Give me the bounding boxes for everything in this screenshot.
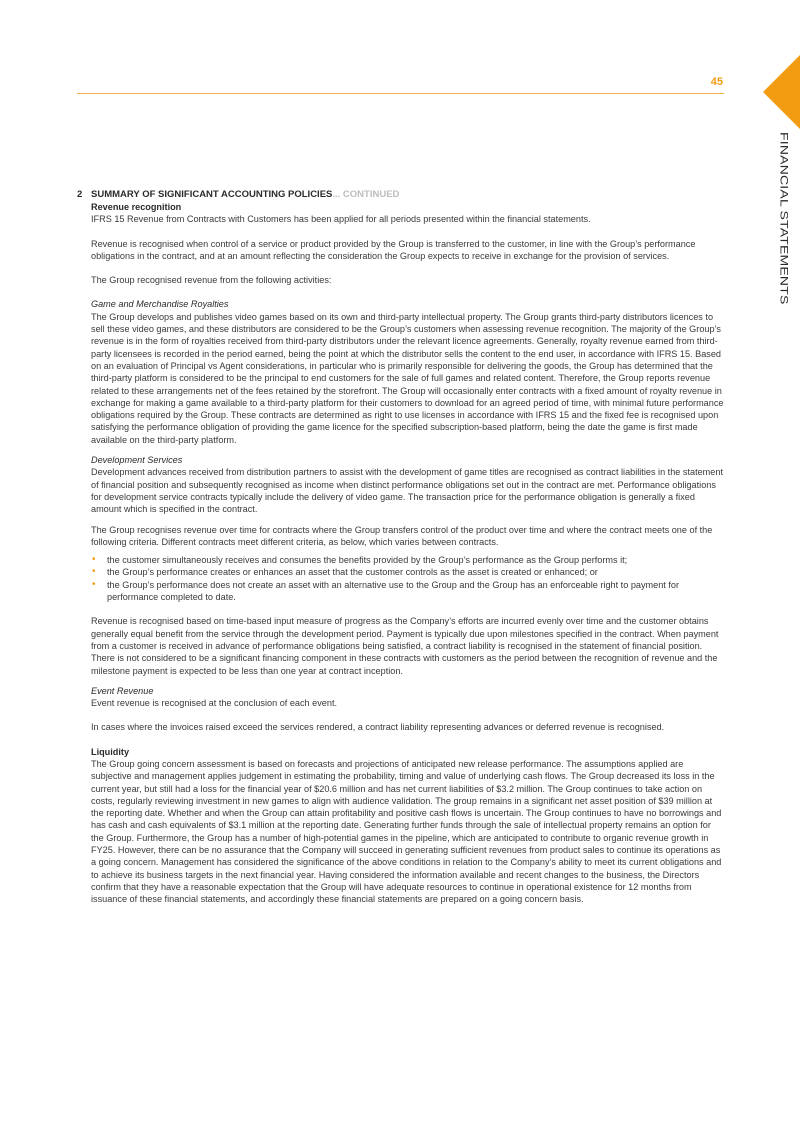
event-revenue-paragraph-1: Event revenue is recognised at the conclusion of each event.	[91, 698, 338, 709]
liquidity-paragraph: The Group going concern assessment is based on forecasts and projections of anticipated new release performance. The assumptions applied are subjective and management applies judgement in estimating the probability, timing and value of underlying cash flows. The Group decreased its loss in the current year, but still had a loss for the financial year of $20.6 million and has net current liabilities of $3.2 million. The Group continues to take action on costs, regularly reviewing investment in new games to align with audience validation. The group remains in a significant net asset position of $39 million at the reporting date. Whether and when the Group can attain profitability and positive cash flows is uncertain. The Group continues to have no borrowings and has cash and cash equivalents of $3.1 million at the reporting date. Generating further funds through the sale of intellectual property remains an option for the Group. Furthermore, the Group has a number of high-potential games in the pipeline, which are anticipated to contribute to organic revenue growth in FY25. However, there can be no assurance that the Company will succeed in generating sufficient revenues from product sales to continue its operations as a going concern. Management has considered the significance of the above conditions in relation to the Company’s ability to meet its current obligations and to achieve its business targets in the next financial year. Having considered the information available and recent changes to the business, the Directors confirm that they have a reasonable expectation that the Group will have adequate resources to continue in operational existence for 12 months from issuance of these financial statements, and accordingly these financial statements are prepared on a going concern basis.	[91, 758, 722, 905]
section-side-label: FINANCIAL STATEMENTS	[778, 132, 791, 305]
development-services-heading: Development Services	[91, 455, 183, 466]
liquidity-heading: Liquidity	[91, 746, 130, 757]
revenue-recognition-paragraph-2: Revenue is recognised when control of a service or product provided by the Group is transferred to the customer, in line with the Group’s performance obligations in the contract, and at an amount reflecting the consideration the Group expects to receive in exchange for the provision of services.	[91, 238, 696, 261]
list-item	[91, 566, 726, 578]
corner-tab-triangle	[763, 55, 800, 129]
list-item	[91, 579, 726, 604]
revenue-recognition-paragraph-3: The Group recognised revenue from the following activities:	[91, 275, 332, 286]
page-number: 45	[710, 76, 723, 88]
header-rule	[77, 93, 724, 94]
development-paragraph-2: The Group recognises revenue over time for contracts where the Group transfers control of the product over time and where the contract meets one of the following criteria. Different contracts meet different criteria, as below, which varies between contracts.	[91, 524, 713, 547]
section-title: SUMMARY OF SIGNIFICANT ACCOUNTING POLICIES	[91, 189, 333, 200]
list-item	[91, 554, 726, 566]
section-continued: ... CONTINUED	[332, 189, 400, 200]
royalties-paragraph: The Group develops and publishes video games based on its own and third-party intellectual property. The Group grants third-party distributors licences to sell these video games, and these distributors are considered to be the Group’s customers when assessing revenue recognition. The majority of the Group’s revenue is in the form of royalties received from third-party distributors under the relevant licence agreements. Generally, royalty revenue earned from third-party licensees is recorded in the period earned, being the point at which the distributor sells the content to the end user, in accordance with IFRS 15. Based on an evaluation of Principal vs Agent considerations, in particular who is primarily responsible for delivering the goods, the Group has determined that the third-party platform is considered to be the principal to end customers for the sale of full games and related content. Therefore, the Group reports revenue related to these arrangements net of the fees retained by the storefront. The Group will occasionally enter contracts with a fixed amount of royalty revenue in exchange for making a game available to a third-party platform for their customers to download for an agreed period of time, with minimal future performance obligations required by the Group. These contracts are determined as right to use licenses in accordance with IFRS 15 and the fixed fee is recognised upon satisfying the performance obligation of providing the game licence for the specified subscription-based platform, being the date the game is first made available on the third-party platform.	[91, 311, 724, 445]
list-item-text: the customer simultaneously receives and consumes the benefits provided by the Group’s performance as the Group performs it;	[107, 555, 628, 566]
bullet-icon: •	[92, 578, 96, 590]
list-item-text: the Group’s performance creates or enhances an asset that the customer controls as the asset is created or enhanced; or	[107, 567, 598, 578]
development-paragraph-3: Revenue is recognised based on time-based input measure of progress as the Company’s efforts are incurred evenly over time and the customer obtains generally equal benefit from the service through the development period. Payment is typically due upon milestones specified in the contract. When payment from a customer is received in advance of performance obligations being satisfied, a contract liability is recognised in the statement of financial position. There is not considered to be a significant financing component in these contracts with customers as the period between the recognition of revenue and the milestone payment is expected to be less than one year at contract inception.	[91, 616, 719, 676]
bullet-icon: •	[92, 566, 96, 578]
event-revenue-heading: Event Revenue	[91, 685, 154, 696]
section-heading	[77, 189, 399, 201]
royalties-heading: Game and Merchandise Royalties	[91, 299, 229, 310]
bullet-icon: •	[92, 554, 96, 566]
page-content	[77, 189, 726, 906]
revenue-recognition-paragraph-1: IFRS 15 Revenue from Contracts with Customers has been applied for all periods presented within the financial statements.	[91, 214, 591, 225]
list-item-text: the Group’s performance does not create an asset with an alternative use to the Group and the Group has an enforceable right to payment for performance completed to date.	[107, 579, 680, 603]
development-criteria-list	[91, 554, 726, 603]
event-revenue-paragraph-2: In cases where the invoices raised exceed the services rendered, a contract liability representing advances or deferred revenue is recognised.	[91, 722, 665, 733]
development-paragraph-1: Development advances received from distribution partners to assist with the development of game titles are recognised as contract liabilities in the statement of financial position and subsequently recognised as income when distinct performance obligations set out in the contract are met. Performance obligations for development service contracts typically include the delivery of video game. The transaction price for the performance obligation is generally a fixed amount which is specified in the contract.	[91, 467, 723, 515]
revenue-recognition-heading: Revenue recognition	[91, 202, 182, 212]
section-number: 2	[77, 189, 83, 200]
